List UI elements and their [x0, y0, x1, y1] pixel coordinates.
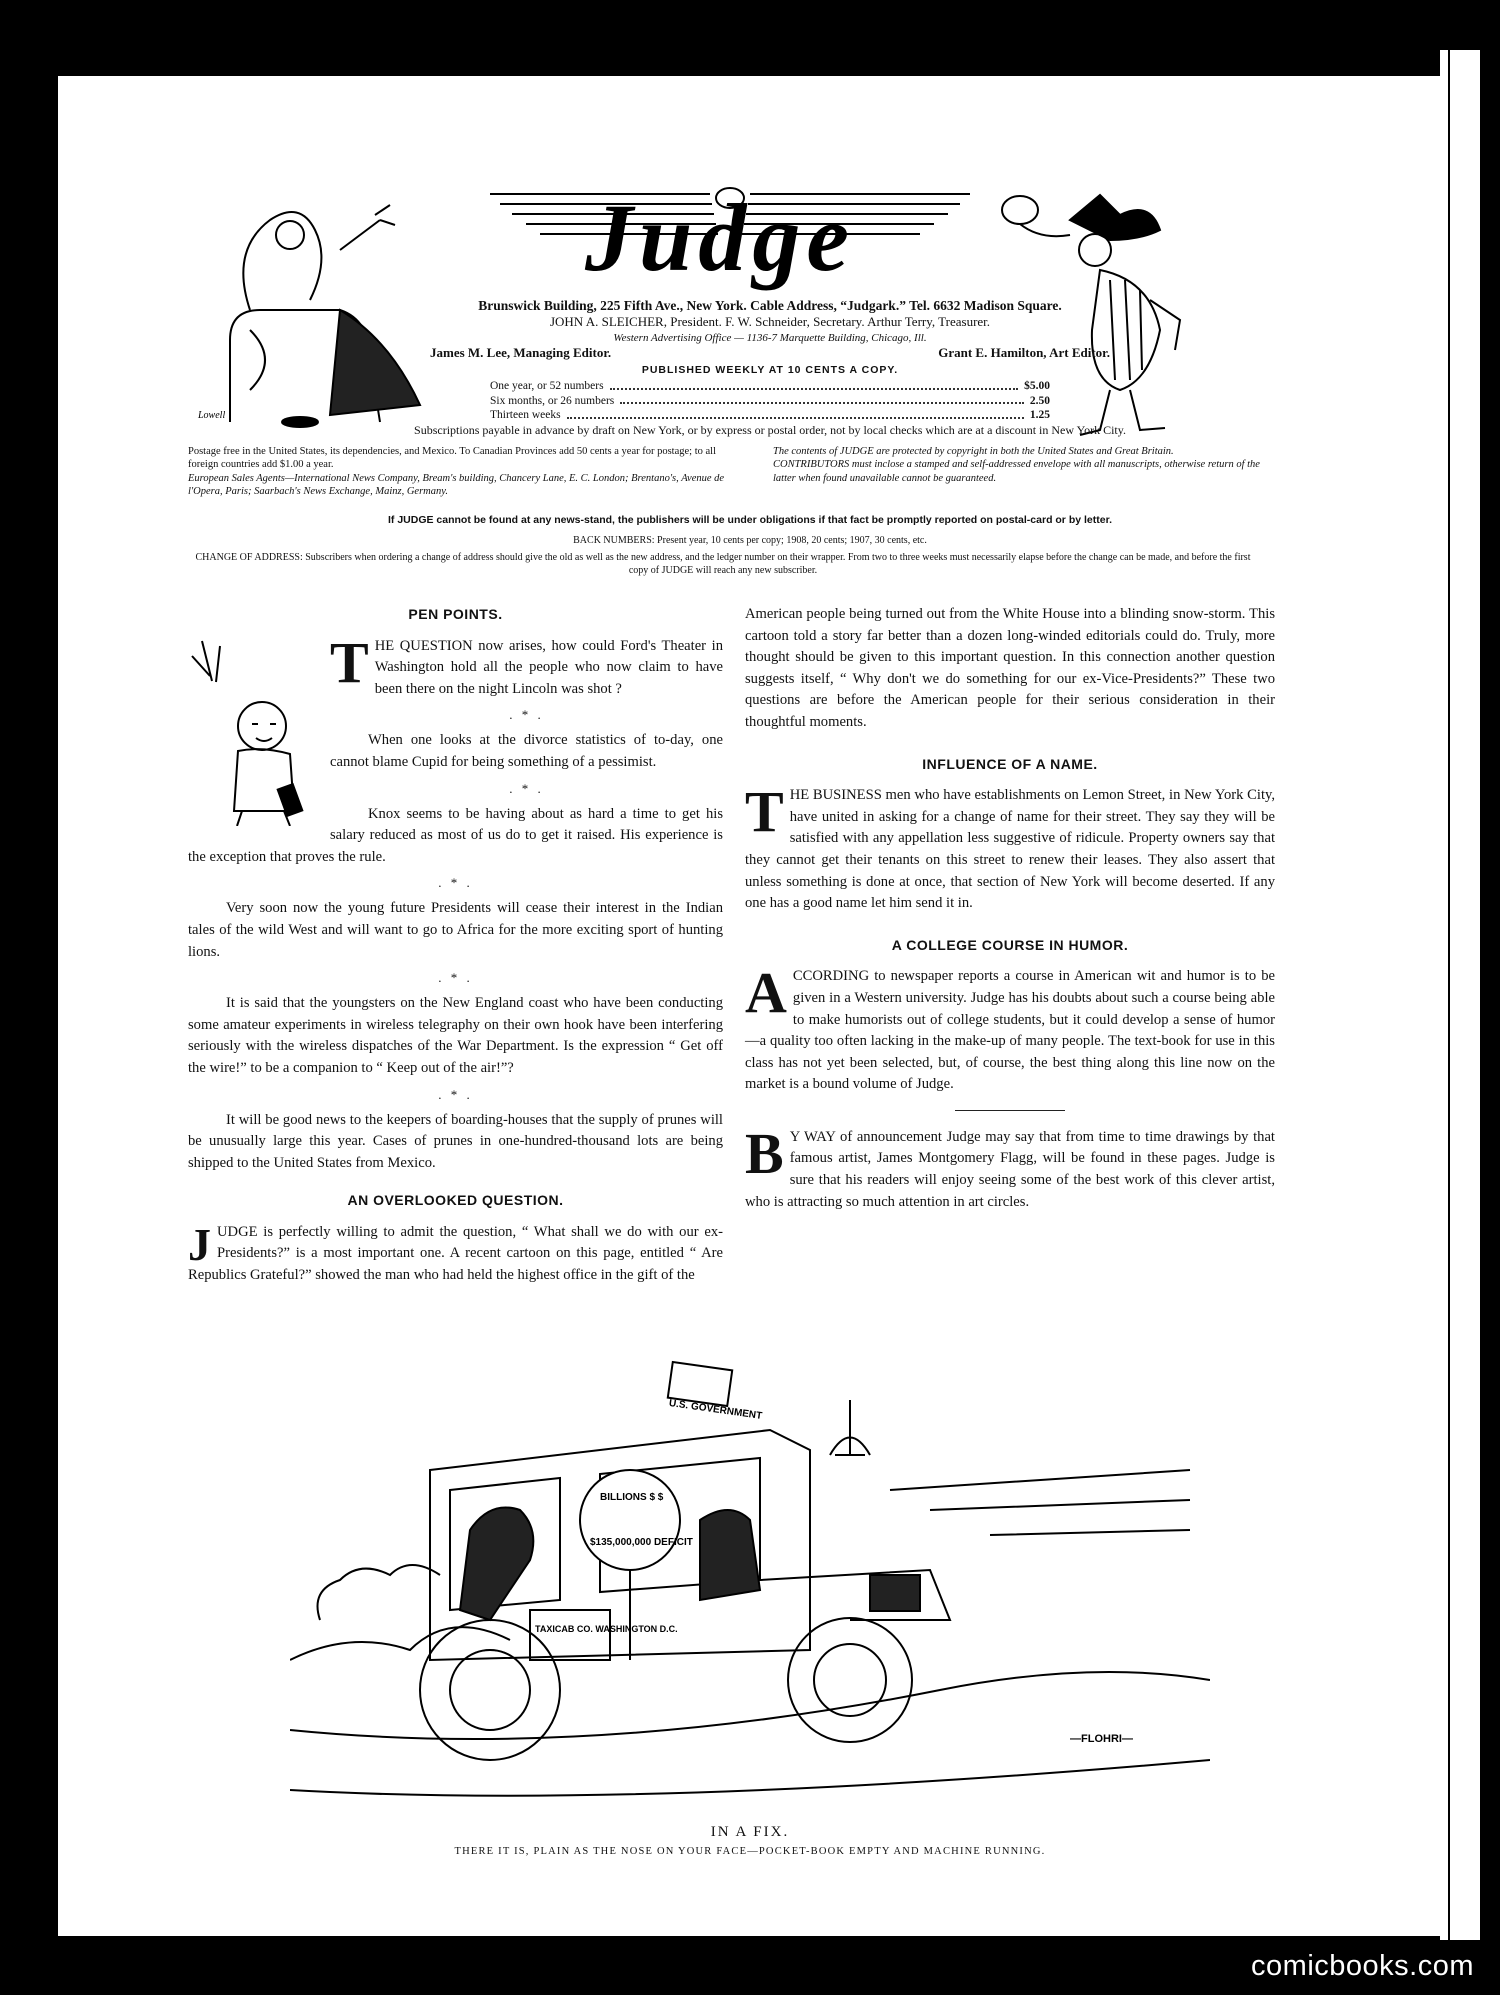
masthead-title: Judge — [585, 184, 855, 291]
paragraph: THE QUESTION now arises, how could Ford's Theater in Washington hold all the people who now claim to have been there on the night Lincoln was shot ? — [330, 629, 723, 697]
scan-dot — [1473, 441, 1480, 448]
copyright-and-contributors — [773, 445, 1283, 485]
postage-and-agents — [188, 445, 748, 499]
section-divider: . * . — [509, 707, 544, 723]
drop-cap: J — [188, 1218, 211, 1270]
section-divider: . * . — [438, 970, 473, 986]
paragraph: When one looks at the divorce statistics of to-day, one cannot blame Cupid for being something of a pessimist. — [330, 732, 723, 770]
drop-cap: T — [330, 629, 369, 695]
paragraph: JUDGE is perfectly willing to admit the question, “ What shall we do with our ex-Presidents?” is a most important one. A recent cartoon on this page, entitled “ Are Republics Grateful?” showed the man who had held the highest office in the gift of the — [188, 1218, 723, 1284]
paragraph: It is said that the youngsters on the New England coast who have been conducting some amateur experiments in wireless telegraphy on their own hook have been interfering seriously with the wireless dispatches of the War Department. Is the expression “ Get off the wire!” to be a companion to “ Keep out of the air!”? — [188, 995, 723, 1076]
rate-row: Thirteen weeks 1.25 — [490, 409, 1050, 422]
drop-cap: B — [745, 1120, 784, 1186]
paragraph: Knox seems to be having about as hard a time to get his salary reduced as most of us do to get it raised. His experience is the exception that proves the rule. — [188, 805, 723, 865]
section-divider: . * . — [509, 780, 544, 796]
cartoon-signature: —FLOHRI— — [1070, 1733, 1133, 1745]
managing-editor: James M. Lee, Managing Editor. — [430, 344, 612, 360]
sales-agents-note: European Sales Agents—International News Company, Bream's building, Chancery Lane, E. C. London; Brentano's, Avenue de l'Opera, Paris; Saarbach's News Exchange, Mainz, Germany. — [188, 472, 725, 498]
influence-of-a-name-heading: INFLUENCE OF A NAME. — [922, 755, 1098, 772]
section-divider: . * . — [438, 1086, 473, 1102]
rate-row: One year, or 52 numbers $5.00 — [490, 380, 1050, 393]
paragraph: THE BUSINESS men who have establishments on Lemon Street, in New York City, have united in asking for a change of name for their street. They say they will be satisfied with any appellation less suggestive of ridicule. Property owners say that they cannot get their tenants on this street to renew their leases. They also assert that unless something is done at once, that section of New York will become deserted. If any one has a good name let him send it in. — [745, 779, 1275, 912]
change-of-address-notice: CHANGE OF ADDRESS: Subscribers when ordering a change of address should give the old as well as the new address, and the ledger number on their wrapper. From two to three weeks must necessarily elapse before the change can be made, and before the first copy of JUDGE will reach any new subscriber. — [195, 552, 1251, 576]
postage-note: Postage free in the United States, its dependencies, and Mexico. To Canadian Provinces add 50 cents a year for postage; to all foreign countries add $1.00 a year. — [188, 446, 717, 471]
paragraph: It will be good news to the keepers of boarding-houses that the supply of prunes will be unusually large this year. Cases of prunes in one-hundred-thousand lots are being shipped to the United States from Mexico. — [188, 1111, 723, 1171]
section-divider: . * . — [438, 875, 473, 891]
cartoon-sign-text: U.S. GOVERNMENT — [668, 1397, 763, 1422]
right-column — [745, 604, 1275, 1213]
western-office: Western Advertising Office — 1136-7 Marquette Building, Chicago, Ill. — [613, 331, 927, 344]
scan-dot — [1473, 1435, 1480, 1442]
contributors-note: CONTRIBUTORS must inclose a stamped and self-addressed envelope with all manuscripts, otherwise return of the latter when found unavailable cannot be guaranteed. — [773, 459, 1260, 484]
paragraph: B Y WAY of announcement Judge may say that from time to time drawings by that famous artist, James Montgomery Flagg, will be found in these pages. Judge is sure that his readers will enjoy seeing some of the best work of this clever artist, who is attracting so much attention in art circles. — [745, 1120, 1275, 1210]
copyright-note: The contents of JUDGE are protected by copyright in both the United States and Great Britain. — [773, 446, 1174, 457]
art-editor: Grant E. Hamilton, Art Editor. — [938, 344, 1110, 360]
page-edge — [1440, 50, 1480, 1940]
pen-points-figure-illustration — [182, 636, 322, 826]
paragraph: Very soon now the young future Presidents will cease their interest in the Indian tales of the wild West and will want to go to Africa for the more exciting sport of hunting lions. — [188, 900, 723, 960]
paragraph: American people being turned out from the White House into a blinding snow-storm. This cartoon told a story far better than a dozen long-winded editorials could do. Truly, more thought should be given to this important question. In this connection another question suggests itself, “ Why don't we do something for our ex-Vice-Presidents?” These two questions are before the American people for their serious consideration in their thoughtful moments. — [745, 606, 1275, 730]
officers-line: JOHN A. SLEICHER, President. F. W. Schneider, Secretary. Arthur Terry, Treasurer. — [549, 314, 991, 330]
college-course-heading: A COLLEGE COURSE IN HUMOR. — [891, 936, 1129, 953]
taxicab-cartoon-illustration — [290, 1360, 1210, 1810]
scan-dot — [1473, 1015, 1480, 1022]
watermark: comicbooks.com — [1251, 1950, 1474, 1982]
subscription-rates — [490, 379, 1050, 423]
not-found-notice: If JUDGE cannot be found at any news-stand, the publishers will be under obligations if that fact be promptly reported on postal-card or by letter. — [388, 514, 1112, 526]
drop-cap: A — [745, 960, 787, 1026]
paragraph: ACCORDING to newspaper reports a course in American wit and humor is to be given in a Western university. Judge has his doubts about such a course being able to make humorists out of college students, but it could develop a sense of humor—a quality too often lacking in the make-up of many people. The text-book for use in this class has not yet been selected, but, of course, the best thing along this line now on the market is a bound volume of Judge. — [745, 960, 1275, 1093]
divider-rule — [955, 1110, 1065, 1111]
door-text: TAXICAB CO. WASHINGTON D.C. — [535, 1624, 678, 1634]
cartoon-caption-title: IN A FIX. — [710, 1824, 790, 1840]
cartoonist-signature: Lowell — [198, 410, 226, 421]
pen-points-heading: PEN POINTS. — [408, 606, 503, 622]
cartoon-caption-subtitle: THERE IT IS, PLAIN AS THE NOSE ON YOUR FACE—POCKET-BOOK EMPTY AND MACHINE RUNNING. — [454, 1846, 1046, 1857]
rate-row: Six months, or 26 numbers 2.50 — [490, 394, 1050, 407]
overlooked-question-heading: AN OVERLOOKED QUESTION. — [347, 1192, 564, 1209]
meter-text: BILLIONS $ $ — [600, 1492, 664, 1503]
back-numbers-notice: BACK NUMBERS: Present year, 10 cents per copy; 1908, 20 cents; 1907, 30 cents, etc. — [573, 535, 927, 546]
address-line: Brunswick Building, 225 Fifth Ave., New York. Cable Address, “Judgark.” Tel. 6632 Madison Square. — [478, 298, 1062, 313]
published-weekly: PUBLISHED WEEKLY AT 10 CENTS A COPY. — [641, 363, 899, 376]
publication-info — [400, 297, 1140, 438]
editors-line — [400, 345, 1140, 362]
subscriptions-note: Subscriptions payable in advance by draft on New York, or by express or postal order, not by local checks which are at a discount in New York City. — [414, 423, 1126, 438]
drop-cap: T — [745, 779, 784, 845]
left-column — [188, 604, 723, 1287]
deficit-text: $135,000,000 DEFICIT — [590, 1537, 693, 1548]
